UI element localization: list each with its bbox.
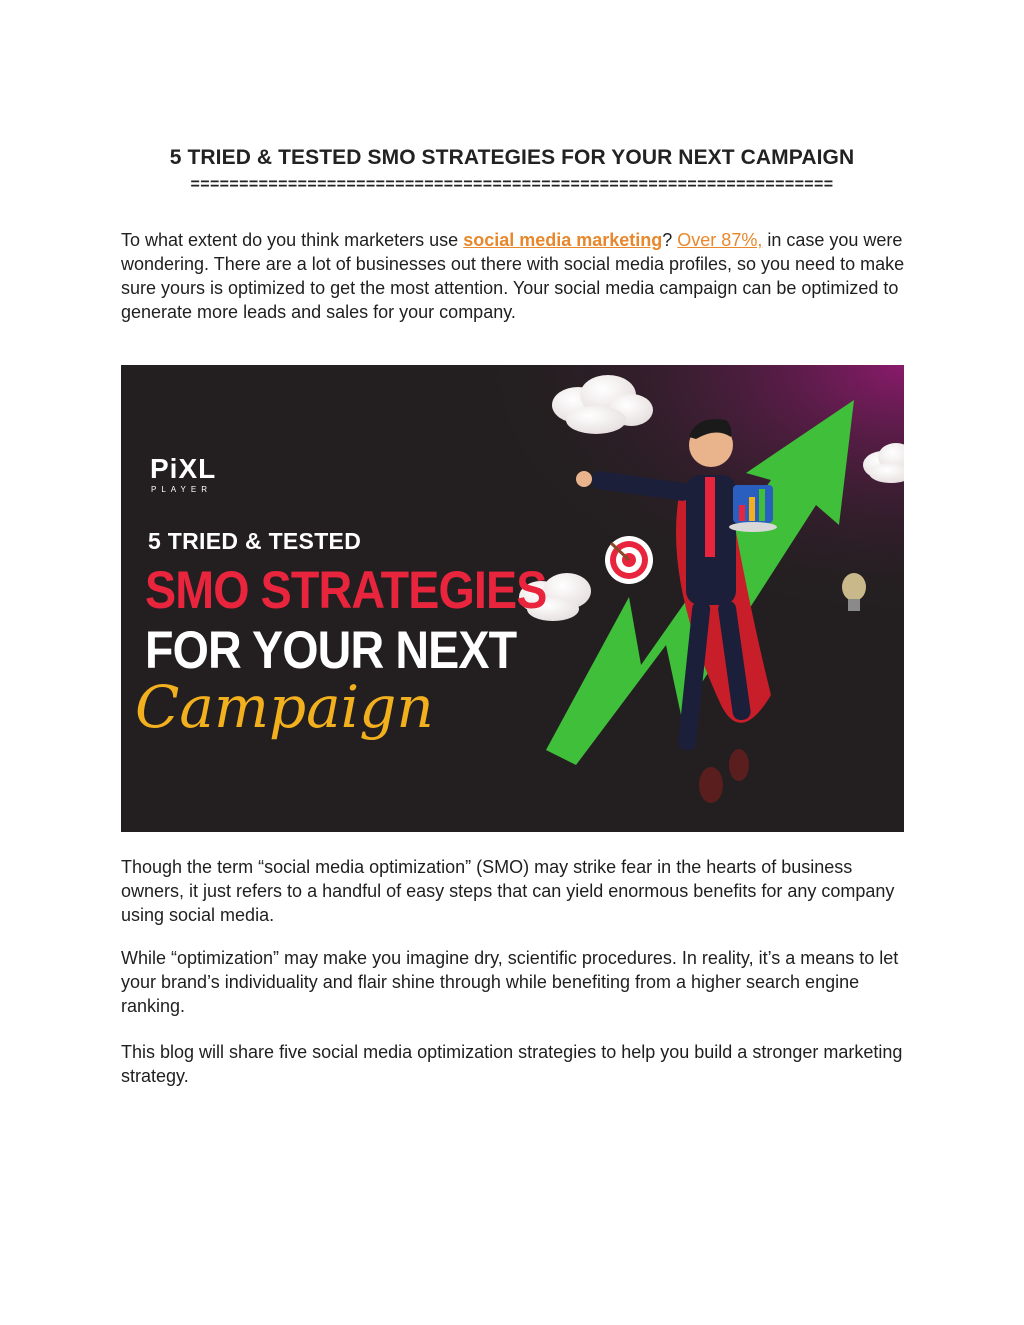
- intro-paragraph: [121, 228, 906, 324]
- social-media-marketing-link[interactable]: social media marketing: [463, 230, 663, 250]
- title-divider: ==================================================================: [190, 176, 834, 193]
- body-paragraph: Though the term “social media optimization” (SMO) may strike fear in the hearts of business owners, it just refers to a handful of easy steps that can yield enormous benefits for any company using social media.: [121, 857, 895, 925]
- banner-headline-line3: FOR YOUR NEXT: [145, 621, 517, 680]
- pixl-logo-subtitle: PLAYER: [151, 485, 212, 494]
- intro-text-before: To what extent do you think marketers use: [121, 230, 464, 250]
- banner-headline-line4: Campaign: [135, 673, 434, 741]
- body-paragraph: While “optimization” may make you imagine dry, scientific procedures. In reality, it’s a means to let your brand’s individuality and flair shine through while benefiting from a higher search engine ranking.: [121, 948, 899, 1016]
- target-icon: [605, 536, 653, 584]
- body-paragraph: This blog will share five social media optimization strategies to help you build a stronger marketing strategy.: [121, 1042, 903, 1086]
- over-87-percent-link[interactable]: Over 87%,: [677, 230, 763, 250]
- intro-text-after: in case you were wondering. There are a lot of businesses out there with social media profiles, so you need to make sure yours is optimized to get the most attention. Your social media campaign can be optimized to generate more leads and sales for your company.: [121, 230, 905, 322]
- intro-text-mid: ?: [662, 230, 678, 250]
- document-title: 5 TRIED & TESTED SMO STRATEGIES FOR YOUR NEXT CAMPAIGN: [169, 146, 855, 169]
- banner-headline-line2: SMO STRATEGIES: [145, 561, 547, 620]
- pixl-logo: PiXL: [150, 453, 217, 484]
- banner-headline-line1: 5 TRIED & TESTED: [148, 528, 362, 554]
- banner-image: [121, 365, 904, 832]
